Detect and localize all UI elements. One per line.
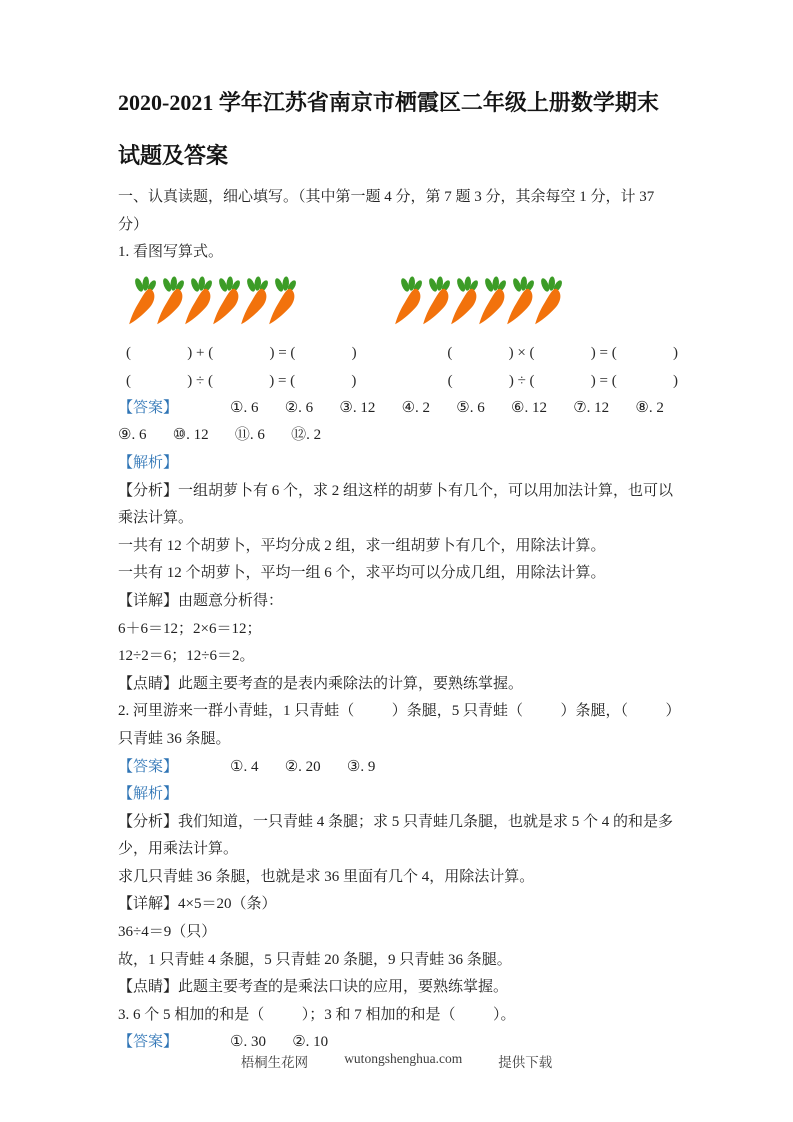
question-3-answer-values: ①. 30 ②. 10 bbox=[230, 1034, 329, 1051]
answer-label: 【答案】 bbox=[118, 758, 179, 775]
question-1-stem: 1. 看图写算式。 bbox=[118, 244, 224, 261]
equation-blank-add: ( ) + ( ) = ( ) bbox=[126, 344, 357, 361]
question-1-detail-line: 6＋6＝12；2×6＝12； bbox=[118, 620, 262, 637]
analysis-label: 【解析】 bbox=[118, 454, 179, 471]
question-3-stem: 3. 6 个 5 相加的和是（ ）；3 和 7 相加的和是（ ）。 bbox=[118, 1006, 516, 1023]
question-2-summary-line: 【点睛】此题主要考查的是乘法口诀的应用，要熟练掌握。 bbox=[118, 979, 509, 996]
question-2-detail-line: 【详解】4×5＝20（条） bbox=[118, 896, 277, 913]
section-heading: 一、认真读题，细心填写。（其中第一题 4 分，第 7 题 3 分，其余每空 1 分，计 37 分） bbox=[118, 189, 659, 233]
question-1-answer-values: ①. 6 ②. 6 ③. 12 ④. 2 ⑤. 6 ⑥. 12 ⑦. 12 ⑧. 2 ⑨. 6 ⑩. 12 ⑪. 6 ⑫. 2 bbox=[118, 399, 691, 444]
page-title: 2020-2021 学年江苏省南京市栖霞区二年级上册数学期末试题及答案 bbox=[118, 90, 659, 168]
question-2-detail-line: 36÷4＝9（只） bbox=[118, 924, 217, 941]
question-1-analysis-label-line bbox=[118, 450, 680, 478]
footer-download-text: 提供下载 bbox=[498, 1055, 553, 1070]
question-1-summary-line: 【点睛】此题主要考查的是表内乘除法的计算，要熟练掌握。 bbox=[118, 675, 524, 692]
question-1-analysis-line: 【分析】一组胡萝卜有 6 个，求 2 组这样的胡萝卜有几个，可以用加法计算，也可以乘法计算。 bbox=[118, 482, 674, 527]
analysis-label: 【解析】 bbox=[118, 786, 179, 803]
question-1-answer-line bbox=[118, 395, 691, 450]
equation-blank-multiply: ( ) × ( ) = ( ) bbox=[447, 344, 678, 361]
equation-blank-divide-2: ( ) ÷ ( ) = ( ) bbox=[447, 372, 678, 389]
question-2-detail-line: 故，1 只青蛙 4 条腿，5 只青蛙 20 条腿，9 只青蛙 36 条腿。 bbox=[118, 951, 512, 968]
question-1-analysis-line: 一共有 12 个胡萝卜，平均分成 2 组，求一组胡萝卜有几个，用除法计算。 bbox=[118, 537, 606, 554]
question-2-analysis-line: 求几只青蛙 36 条腿，也就是求 36 里面有几个 4，用除法计算。 bbox=[118, 868, 535, 885]
page-footer bbox=[0, 1051, 793, 1071]
footer-site-name: 梧桐生花网 bbox=[240, 1055, 309, 1070]
question-2-analysis-label-line bbox=[118, 781, 680, 809]
carrot-group-1 bbox=[123, 275, 291, 329]
question-2-answer-line bbox=[118, 754, 680, 782]
question-2-answer-values: ①. 4 ②. 20 ③. 9 bbox=[230, 758, 376, 775]
carrot-icon bbox=[263, 275, 299, 329]
question-1-equation-row-1 bbox=[118, 339, 680, 367]
question-1-analysis-line: 一共有 12 个胡萝卜，平均一组 6 个，求平均可以分成几组，用除法计算。 bbox=[118, 565, 606, 582]
question-2-analysis-line: 【分析】我们知道，一只青蛙 4 条腿；求 5 只青蛙几条腿，也就是求 5 个 4 的和是多少，用乘法计算。 bbox=[118, 813, 674, 858]
question-1-equation-row-2 bbox=[118, 367, 680, 395]
carrot-group-2 bbox=[389, 275, 557, 329]
carrot-icon bbox=[529, 275, 565, 329]
equation-blank-divide-1: ( ) ÷ ( ) = ( ) bbox=[126, 372, 357, 389]
question-1-image bbox=[123, 275, 680, 333]
footer-site-url: wutongshenghua.com bbox=[344, 1051, 463, 1066]
answer-label: 【答案】 bbox=[118, 399, 179, 416]
question-1-detail-line: 12÷2＝6；12÷6＝2。 bbox=[118, 648, 255, 665]
document-content bbox=[118, 76, 691, 1057]
question-1-detail-line: 【详解】由题意分析得： bbox=[118, 592, 284, 609]
question-2-stem: 2. 河里游来一群小青蛙，1 只青蛙（ ）条腿，5 只青蛙（ ）条腿，（ ）只青蛙 36 条腿。 bbox=[118, 703, 674, 747]
answer-label: 【答案】 bbox=[118, 1034, 179, 1051]
